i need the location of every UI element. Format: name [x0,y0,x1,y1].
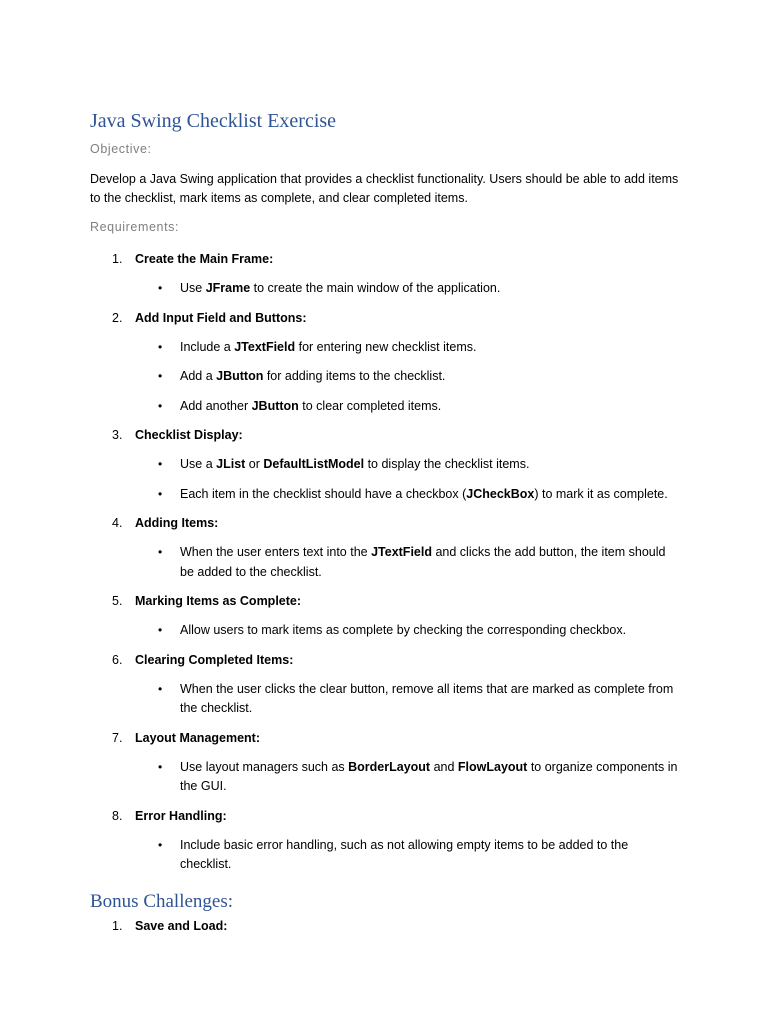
bullet-list [90,279,680,299]
bullet-icon: • [158,623,163,637]
list-item [90,592,680,641]
bullet-text: Add another [180,398,252,413]
code-term: BorderLayout [348,759,431,774]
bullet-item [90,485,680,505]
step-number: 6. [112,652,123,667]
bullet-list [90,680,680,719]
bullet-text: or [245,457,264,471]
bullet-icon: • [158,281,163,295]
bullet-text: to display the checklist items. [364,457,530,471]
bullet-icon: • [158,759,163,774]
step-heading-text: Add Input Field and Buttons: [135,310,307,325]
bullet-list [90,338,680,417]
bullet-item [90,621,680,641]
step-number: 4. [112,516,123,530]
bullet-icon: • [158,681,163,696]
bullet-item [90,836,680,875]
objective-heading: Objective: [90,142,152,156]
step-heading [90,592,680,611]
step-heading [90,309,680,328]
list-item [90,651,680,719]
code-term: JList [216,457,246,471]
bullet-item [90,758,680,797]
bullet-text: for adding items to the checklist. [263,369,446,383]
bullet-text: Use layout managers such as [180,759,349,774]
step-heading [90,729,680,748]
bullet-icon: • [158,486,163,501]
bullet-text: Add a [180,369,217,383]
bullet-text: When the user enters text into the [180,545,372,559]
list-item [90,917,680,936]
step-heading-text: Error Handling: [135,808,227,823]
bullet-text: Use a [180,457,217,471]
bullet-text: to clear completed items. [298,398,442,413]
step-heading-text: Adding Items: [135,516,219,530]
step-heading-text: Checklist Display: [135,428,243,442]
bullet-item [90,397,680,417]
bullet-text: Include a [180,339,235,354]
step-heading [90,917,680,936]
step-number: 5. [112,594,123,608]
list-item [90,514,680,582]
document-body [90,108,680,936]
bullet-text: for entering new checklist items. [295,339,477,354]
bullet-text: Include basic error handling, such as not allowing empty items to be added to the checklist. [180,837,629,871]
step-heading [90,807,680,826]
bonus-heading: Bonus Challenges: [90,890,234,912]
code-term: JTextField [234,339,296,354]
step-heading-text: Create the Main Frame: [135,252,274,266]
step-heading-text: Layout Management: [135,730,261,745]
bonus-list [90,917,680,936]
bullet-text: ) to mark it as complete. [534,486,668,501]
bullet-icon: • [158,457,163,471]
list-item [90,807,680,875]
bullet-text: to organize components in the GUI. [180,759,678,793]
bullet-item [90,543,680,582]
step-heading [90,651,680,670]
bullet-text: Use [180,281,206,295]
step-number: 8. [112,808,123,823]
bullet-list [90,621,680,641]
step-heading [90,514,680,533]
list-item [90,729,680,797]
step-heading-text: Save and Load: [135,918,228,933]
step-number: 1. [112,252,123,266]
bullet-text: Allow users to mark items as complete by checking the corresponding checkbox. [180,623,627,637]
bullet-text: to create the main window of the application. [250,281,501,295]
page-title: Java Swing Checklist Exercise [90,110,337,132]
code-term: JFrame [205,281,251,295]
code-term: JCheckBox [466,486,535,501]
bullet-text: When the user clicks the clear button, remove all items that are marked as complete from the checklist. [180,681,674,715]
requirements-list [90,250,680,875]
bullet-item [90,455,680,475]
step-heading-text: Clearing Completed Items: [135,652,294,667]
bullet-item [90,338,680,358]
bullet-text: and [430,759,458,774]
bullet-list [90,758,680,797]
code-term: DefaultListModel [263,457,365,471]
bullet-icon: • [158,398,163,413]
step-heading-text: Marking Items as Complete: [135,594,302,608]
bullet-item [90,279,680,299]
step-number: 1. [112,918,123,933]
code-term: JButton [251,398,299,413]
bullet-icon: • [158,339,163,354]
code-term: FlowLayout [457,759,528,774]
bullet-list [90,836,680,875]
bullet-list [90,543,680,582]
bullet-icon: • [158,837,163,852]
step-number: 7. [112,730,123,745]
code-term: JTextField [371,545,432,559]
bullet-text: and clicks the add button, the item should be added to the checklist. [180,545,666,579]
bullet-item [90,367,680,387]
list-item [90,309,680,417]
requirements-heading: Requirements: [90,220,180,234]
bullet-item [90,680,680,719]
step-number: 2. [112,310,123,325]
list-item [90,426,680,504]
step-heading [90,250,680,269]
code-term: JButton [216,369,264,383]
bullet-icon: • [158,545,163,559]
bullet-list [90,455,680,504]
step-number: 3. [112,428,123,442]
list-item [90,250,680,299]
step-heading [90,426,680,445]
objective-paragraph: Develop a Java Swing application that provides a checklist functionality. Users should be able to add items to the checklist, mark items as complete, and clear completed items. [90,172,679,205]
bullet-icon: • [158,369,163,383]
bullet-text: Each item in the checklist should have a checkbox ( [180,486,467,501]
